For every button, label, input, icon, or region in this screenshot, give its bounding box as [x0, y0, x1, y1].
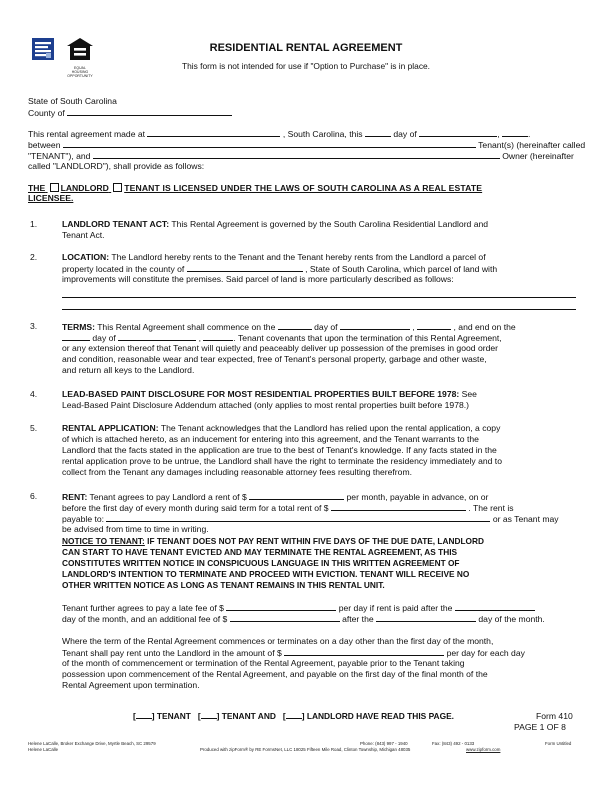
intro-l1e: .: [527, 129, 531, 139]
section-2-number: 2.: [30, 252, 38, 262]
section-2-line-1: [62, 252, 486, 262]
description-line-2[interactable]: [62, 309, 576, 310]
made-at-field[interactable]: [147, 128, 280, 137]
late-fee-l2b: after the: [342, 614, 374, 624]
initials-row: [133, 711, 454, 721]
section-4-number: 4.: [30, 389, 38, 399]
late-fee-day-field[interactable]: [455, 602, 535, 611]
late-fee-line-2: [62, 613, 545, 624]
section-6-line-3: [62, 513, 559, 524]
section-3-line-5: and return all keys to the Landlord.: [62, 365, 195, 375]
late-fee-line-1: [62, 602, 535, 613]
description-line-1[interactable]: [62, 297, 576, 298]
notice-line-3: CONSTITUTES WRITTEN NOTICE IN CONSPICUOUS LANGUAGE IN THIS WRITTEN AGREEMENT OF: [62, 558, 460, 568]
initials-tenant-label: TENANT: [156, 711, 191, 721]
late-fee-l1a: Tenant further agrees to pay a late fee of $: [62, 603, 224, 613]
section-6-l1b: per month, payable in advance, on or: [346, 492, 489, 502]
notice-title: NOTICE TO TENANT:: [62, 536, 145, 546]
landlord-initials[interactable]: [ ]: [282, 711, 305, 721]
section-2-l2a: property located in the county of: [62, 264, 185, 274]
section-6-line-4: be advised from time to time in writing.: [62, 524, 209, 534]
intro-l1b: , South Carolina, this: [282, 129, 363, 139]
prorate-line-5: Rental Agreement upon termination.: [62, 680, 200, 690]
intro-line-1: [28, 128, 530, 139]
page-subtitle: This form is not intended for use if "Option to Purchase" is in place.: [181, 61, 430, 71]
notice-line-2: CAN START TO HAVE TENANT EVICTED AND MAY TERMINATE THE RENTAL AGREEMENT, AS THIS: [62, 547, 458, 557]
page-title: RESIDENTIAL RENTAL AGREEMENT: [209, 42, 403, 54]
footer-fax: Fax: (843) 492 - 0133: [432, 741, 475, 746]
prorate-line-3: of the month of commencement or termination of the Rental Agreement, payable prior to the Tenant taking: [62, 658, 465, 668]
section-6-l2a: before the first day of every month during said term for a total rent of $: [62, 503, 329, 513]
section-3-l2b: ,: [198, 333, 201, 343]
intro-l3a: "TENANT"), and: [28, 151, 91, 161]
late-fee-l2a: day of the month, and an additional fee of $: [62, 614, 228, 624]
section-5-line-4: rental application prove to be untrue, the Landlord shall have the right to terminate the residency immediately and to: [62, 456, 502, 466]
section-6-l3a: payable to:: [62, 514, 105, 524]
section-1-title: LANDLORD TENANT ACT:: [62, 219, 170, 229]
section-3-l1b: day of: [314, 322, 338, 332]
section-3-l1a: This Rental Agreement shall commence on the: [97, 322, 276, 332]
intro-l2b: Tenant(s) (hereinafter called: [478, 140, 586, 150]
licensee-the: THE: [28, 183, 46, 193]
section-6-l2b: . The rent is: [468, 503, 514, 513]
prorate-line-2: [62, 647, 525, 658]
prorate-amount-field[interactable]: [284, 647, 444, 656]
start-year-field[interactable]: [417, 321, 451, 330]
initials-landlord-label: LANDLORD HAVE READ THIS PAGE.: [306, 711, 455, 721]
notice-text-1: IF TENANT DOES NOT PAY RENT WITHIN FIVE DAYS OF THE DUE DATE, LANDLORD: [147, 536, 484, 546]
tenant-initials-2[interactable]: [ ]: [197, 711, 220, 721]
equal-housing-caption: EQUAL HOUSING OPPORTUNITY: [67, 66, 93, 78]
section-3-line-2: [62, 332, 502, 343]
section-1-line-2: Tenant Act.: [62, 230, 105, 240]
intro-county-row: [28, 107, 232, 118]
licensee-landlord: LANDLORD: [60, 183, 109, 193]
footer-agent-address: Helene LaCalle, Broker Exchange Drive, Myrtle Beach, SC 29579: [28, 741, 156, 746]
section-3-number: 3.: [30, 321, 38, 331]
month-field[interactable]: [419, 128, 500, 139]
section-3-title: TERMS:: [62, 322, 95, 332]
intro-line-2: [28, 139, 585, 150]
section-3-l2a: day of: [92, 333, 116, 343]
property-county-field[interactable]: [187, 263, 303, 272]
section-4-see: See: [461, 389, 477, 399]
section-2-line-2: [62, 263, 497, 274]
year-field[interactable]: [502, 128, 531, 139]
additional-fee-day-field[interactable]: [376, 613, 476, 622]
late-fee-field[interactable]: [226, 602, 336, 611]
start-month-field[interactable]: [340, 321, 410, 330]
section-5-line-5: collect from the Tenant any damages including reasonable attorney fees resulting therefrom.: [62, 467, 412, 477]
section-3-l1d: , and end on the: [453, 322, 516, 332]
section-6-line-1: [62, 491, 488, 502]
additional-fee-field[interactable]: [230, 613, 340, 622]
intro-l1d: ,: [497, 129, 500, 139]
section-6-number: 6.: [30, 491, 38, 501]
intro-l2a: between: [28, 140, 61, 150]
footer-agent-name: Helene LaCalle: [28, 747, 59, 752]
section-4-line-1: [62, 389, 477, 399]
section-6-title: RENT:: [62, 492, 88, 502]
tenant-initials-1[interactable]: [ ]: [133, 711, 155, 721]
landlord-licensee-checkbox[interactable]: [50, 183, 59, 192]
prorate-line-4: possession upon commencement of the Rental Agreement, and payable on the first day of the final month of the: [62, 669, 488, 679]
owner-names-field[interactable]: [93, 150, 500, 159]
intro-line-3: [28, 150, 574, 161]
section-6-l3b: or as Tenant may: [492, 514, 559, 524]
licensee-line: [28, 183, 576, 193]
section-5-text: The Tenant acknowledges that the Landlord has relied upon the rental application, a copy: [160, 423, 501, 433]
section-2-title: LOCATION:: [62, 252, 110, 262]
initials-tenant-and-label: TENANT AND: [221, 711, 276, 721]
tenant-licensee-checkbox[interactable]: [113, 183, 122, 192]
section-6-l1a: Tenant agrees to pay Landlord a rent of $: [89, 492, 247, 502]
section-2-text: The Landlord hereby rents to the Tenant and the Tenant hereby rents from the Landlord a parcel of: [111, 252, 486, 262]
prorate-line-1: Where the term of the Rental Agreement commences or terminates on a day other than the first day of the month,: [62, 636, 494, 646]
section-4-line-2: Lead-Based Paint Disclosure Addendum attached (only applies to most rental properties built before 1978.): [62, 400, 470, 410]
section-5-line-1: [62, 423, 500, 433]
end-month-field[interactable]: [118, 332, 196, 341]
county-field[interactable]: [67, 107, 232, 116]
section-3-l2c: . Tenant covenants that upon the termination of this Rental Agreement,: [233, 333, 502, 343]
intro-l1a: This rental agreement made at: [28, 129, 146, 139]
monthly-rent-field[interactable]: [249, 491, 344, 500]
section-2-line-3: improvements will constitute the premises. Said parcel of land is more particularly described as follows:: [62, 274, 454, 284]
footer-phone: Phone: (843) 997 - 1940: [360, 741, 408, 746]
section-6-line-2: [62, 502, 514, 513]
footer-zipform-link[interactable]: www.zipform.com: [466, 747, 501, 752]
intro-line-4: called "LANDLORD"), shall provide as follows:: [28, 161, 205, 171]
section-3-l1c: ,: [412, 322, 415, 332]
section-1-line-1: [62, 219, 488, 229]
section-4-title: LEAD-BASED PAINT DISCLOSURE FOR MOST RESIDENTIAL PROPERTIES BUILT BEFORE 1978:: [62, 389, 460, 399]
section-5-line-3: Landlord that the facts stated in the application are true to the best of Tenant's knowledge. If any facts stated in the: [62, 445, 497, 455]
notice-line-1: [62, 536, 484, 546]
end-year-field[interactable]: [203, 332, 233, 341]
section-3-line-4: and condition, reasonable wear and tear expected, free of Tenant's personal property, garbage and other waste,: [62, 354, 487, 364]
intro-county-label: County of: [28, 108, 65, 118]
licensee-text: TENANT IS LICENSED UNDER THE LAWS OF SOUTH CAROLINA AS A REAL ESTATE: [124, 183, 483, 193]
section-3-line-1: [62, 321, 516, 332]
section-5-number: 5.: [30, 423, 38, 433]
intro-l3b: Owner (hereinafter: [502, 151, 574, 161]
form-number: Form 410: [536, 711, 573, 721]
end-day-field[interactable]: [62, 332, 90, 341]
tenant-names-field[interactable]: [63, 139, 476, 148]
licensee-line-2: LICENSEE.: [28, 193, 74, 203]
late-fee-l2c: day of the month.: [478, 614, 545, 624]
total-rent-field[interactable]: [331, 502, 466, 511]
prorate-l2b: per day for each day: [446, 648, 525, 658]
start-day-field[interactable]: [278, 321, 312, 330]
notice-line-4: LANDLORD'S INTENTION TO TERMINATE AND PROCEED WITH EVICTION. TENANT WILL RECEIVE NO: [62, 569, 470, 579]
section-1-text: This Rental Agreement is governed by the South Carolina Residential Landlord and: [171, 219, 489, 229]
footer-form-name: Form Untitled: [545, 741, 572, 746]
section-1-number: 1.: [30, 219, 38, 229]
section-2-l2b: , State of South Carolina, which parcel of land with: [305, 264, 498, 274]
intro-state: State of South Carolina: [28, 96, 117, 106]
day-field[interactable]: [365, 128, 391, 137]
section-5-title: RENTAL APPLICATION:: [62, 423, 159, 433]
prorate-l2a: Tenant shall pay rent unto the Landlord in the amount of $: [62, 648, 282, 658]
payable-to-field[interactable]: [106, 513, 490, 522]
late-fee-l1b: per day if rent is paid after the: [338, 603, 453, 613]
intro-l1c: day of: [393, 129, 417, 139]
notice-line-5: OTHER WRITTEN NOTICE AS LONG AS TENANT REMAINS IN THIS RENTAL UNIT.: [62, 580, 385, 590]
footer-zipform: Produced with zipForm® by RE FormsNet, LLC 18025 Fifteen Mile Road, Clinton Township, Michigan 48035: [200, 747, 411, 752]
section-3-line-3: or any extension thereof that Tenant will quietly and peaceably deliver up possession of the premises in good order: [62, 343, 499, 353]
page-number: PAGE 1 OF 8: [514, 722, 566, 732]
section-5-line-2: of which is attached hereto, as an inducement for entering into this agreement, and the Tenant warrants to the: [62, 434, 479, 444]
